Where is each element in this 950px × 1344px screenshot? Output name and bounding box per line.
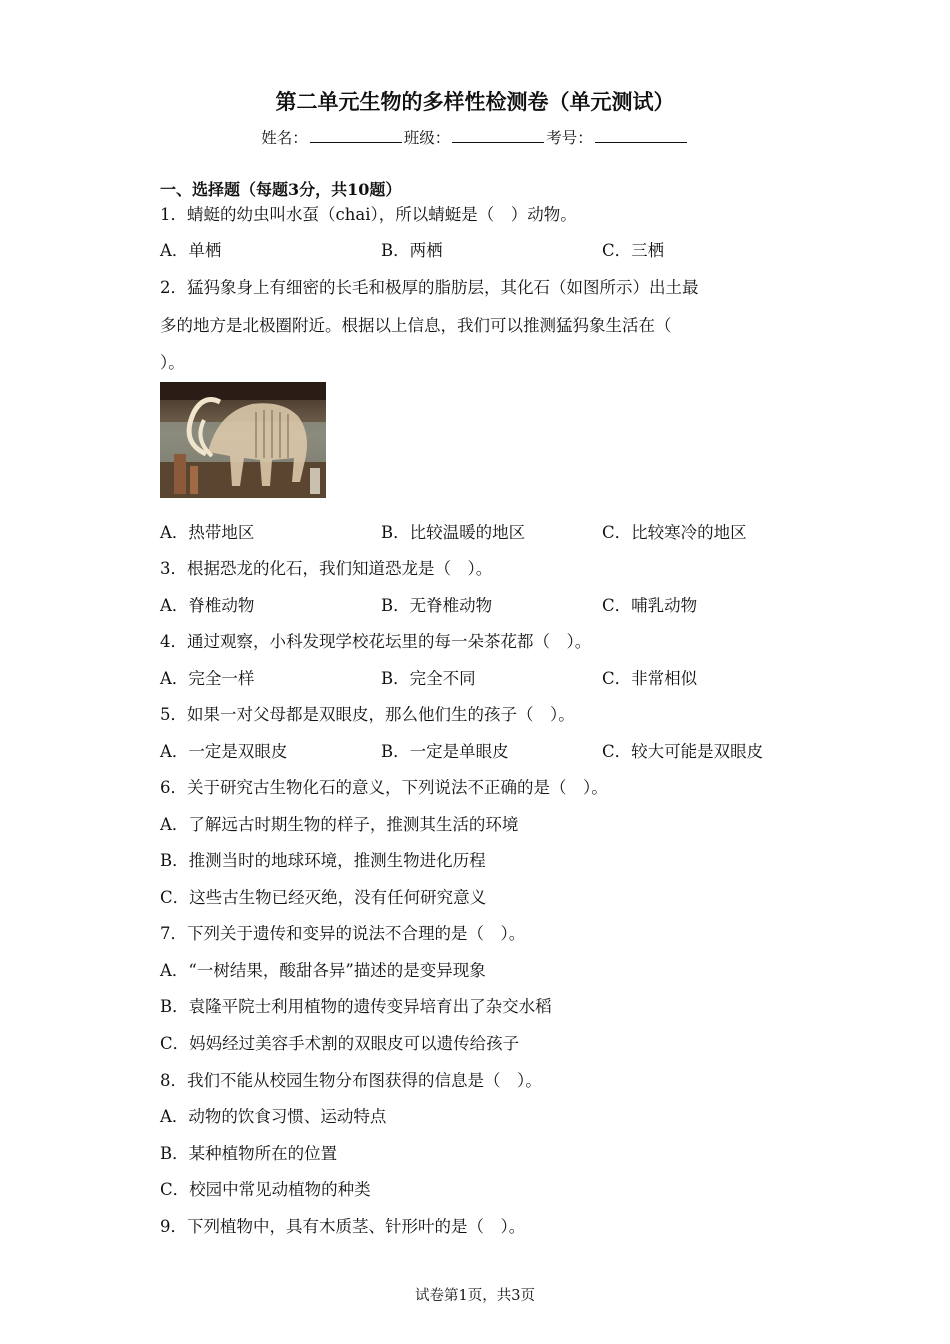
q8-option-b: B．某种植物所在的位置 — [160, 1144, 338, 1163]
q6-option-b: B．推测当时的地球环境，推测生物进化历程 — [160, 851, 486, 870]
q4-option-b: B．完全不同 — [381, 669, 476, 688]
question-8: 8．我们不能从校园生物分布图获得的信息是（ ）。 — [160, 1071, 542, 1090]
q8-option-a: A．动物的饮食习惯、运动特点 — [160, 1107, 387, 1126]
q2-option-a: A．热带地区 — [160, 523, 255, 542]
q6-option-a: A．了解远古时期生物的样子，推测其生活的环境 — [160, 815, 519, 834]
q1-option-a: A．单栖 — [160, 241, 222, 260]
id-blank — [595, 128, 687, 143]
question-5: 5．如果一对父母都是双眼皮，那么他们生的孩子（ ）。 — [160, 705, 575, 724]
q7-option-b: B．袁隆平院士利用植物的遗传变异培育出了杂交水稻 — [160, 997, 552, 1016]
question-2-line-2: 多的地方是北极圈附近。根据以上信息，我们可以推测猛犸象生活在（ — [160, 316, 672, 335]
page-footer: 试卷第1页，共3页 — [415, 1288, 535, 1304]
id-label: 考号： — [546, 129, 593, 147]
question-7: 7．下列关于遗传和变异的说法不合理的是（ ）。 — [160, 924, 526, 943]
q2-option-c: C．比较寒冷的地区 — [602, 523, 747, 542]
q5-option-b: B．一定是单眼皮 — [381, 742, 509, 761]
name-label: 姓名： — [261, 129, 308, 147]
q4-option-a: A．完全一样 — [160, 669, 255, 688]
page-title: 第二单元生物的多样性检测卷（单元测试） — [275, 90, 675, 114]
class-label: 班级： — [403, 129, 451, 147]
question-9: 9．下列植物中，具有木质茎、针形叶的是（ ）。 — [160, 1217, 526, 1236]
question-1: 1．蜻蜓的幼虫叫水虿（chai），所以蜻蜓是（ ）动物。 — [160, 205, 577, 224]
q3-option-b: B．无脊椎动物 — [381, 596, 493, 615]
q5-option-a: A．一定是双眼皮 — [160, 742, 288, 761]
student-info-line — [0, 126, 950, 148]
q7-option-c: C．妈妈经过美容手术割的双眼皮可以遗传给孩子 — [160, 1034, 520, 1053]
question-4: 4．通过观察，小科发现学校花坛里的每一朵茶花都（ ）。 — [160, 632, 592, 651]
section-title: 一、选择题（每题3分，共10题） — [160, 180, 402, 199]
q1-option-b: B．两栖 — [381, 241, 443, 260]
q4-option-c: C．非常相似 — [602, 669, 698, 688]
q7-option-a: A．“一树结果，酸甜各异”描述的是变异现象 — [160, 961, 486, 980]
q3-option-a: A．脊椎动物 — [160, 596, 255, 615]
name-blank — [310, 128, 402, 143]
question-2-line-3: ）。 — [160, 353, 185, 372]
q6-option-c: C．这些古生物已经灭绝，没有任何研究意义 — [160, 888, 487, 907]
mammoth-fossil-photo — [160, 382, 326, 498]
class-blank — [452, 128, 544, 143]
q1-option-c: C．三栖 — [602, 241, 665, 260]
q5-option-c: C．较大可能是双眼皮 — [602, 742, 764, 761]
question-3: 3．根据恐龙的化石，我们知道恐龙是（ ）。 — [160, 559, 493, 578]
q8-option-c: C．校园中常见动植物的种类 — [160, 1180, 371, 1199]
q3-option-c: C．哺乳动物 — [602, 596, 698, 615]
q2-option-b: B．比较温暖的地区 — [381, 523, 526, 542]
question-6: 6．关于研究古生物化石的意义，下列说法不正确的是（ ）。 — [160, 778, 608, 797]
question-2-line-1: 2．猛犸象身上有细密的长毛和极厚的脂肪层，其化石（如图所示）出土最 — [160, 278, 699, 297]
